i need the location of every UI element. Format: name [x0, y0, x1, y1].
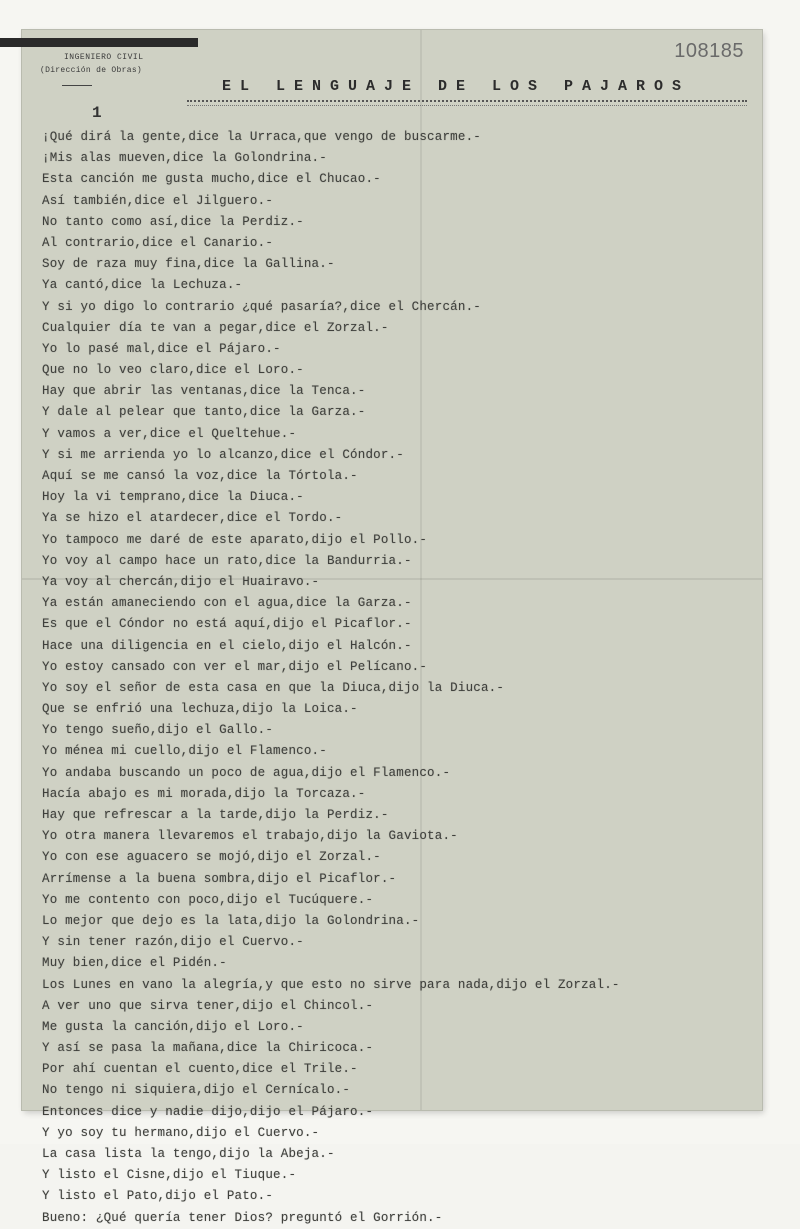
text-line: No tanto como así,dice la Perdiz.- [42, 214, 304, 229]
text-line: Y listo el Pato,dijo el Pato.- [42, 1189, 274, 1204]
letterhead-bar [0, 38, 198, 47]
text-line: Soy de raza muy fina,dice la Gallina.- [42, 257, 335, 272]
text-line: Es que el Cóndor no está aquí,dijo el Picaflor.- [42, 617, 412, 632]
letterhead-sub: (Dirección de Obras) [40, 66, 143, 75]
text-line: Yo voy al campo hace un rato,dice la Bandurria.- [42, 553, 412, 568]
text-line: Yo ménea mi cuello,dijo el Flamenco.- [42, 744, 327, 759]
reference-number: 108185 [674, 40, 744, 62]
document-title: EL LENGUAJE DE LOS PAJAROS [222, 78, 691, 95]
text-line: Cualquier día te van a pegar,dice el Zorzal.- [42, 320, 389, 335]
text-line: Y si yo digo lo contrario ¿qué pasaría?,dice el Chercán.- [42, 299, 481, 314]
text-line: Hay que abrir las ventanas,dice la Tenca.- [42, 384, 366, 399]
text-line: Lo mejor que dejo es la lata,dijo la Golondrina.- [42, 913, 420, 928]
text-line: No tengo ni siquiera,dijo el Cernícalo.- [42, 1083, 351, 1098]
text-line: Y vamos a ver,dice el Queltehue.- [42, 426, 297, 441]
text-line: Yo andaba buscando un poco de agua,dijo el Flamenco.- [42, 765, 451, 780]
text-line: Al contrario,dice el Canario.- [42, 235, 274, 250]
letterhead-rule [62, 85, 92, 86]
text-line: Aquí se me cansó la voz,dice la Tórtola.- [42, 469, 358, 483]
text-line: Hacía abajo es mi morada,dijo la Torcaza.- [42, 786, 366, 801]
text-line: Hay que refrescar a la tarde,dijo la Perdiz.- [42, 808, 389, 822]
text-line: Yo tampoco me daré de este aparato,dijo el Pollo.- [42, 532, 428, 547]
text-line: Y listo el Cisne,dijo el Tiuque.- [42, 1168, 297, 1183]
text-line: Ya están amaneciendo con el agua,dice la Garza.- [42, 596, 412, 611]
text-line: Ya se hizo el atardecer,dice el Tordo.- [42, 511, 343, 526]
text-line: Yo me contento con poco,dijo el Tucúquere.- [42, 892, 374, 907]
text-line: ¡Qué dirá la gente,dice la Urraca,que vengo de buscarme.- [42, 130, 481, 144]
letterhead-org: INGENIERO CIVIL [64, 53, 144, 62]
text-line: ¡Mis alas mueven,dice la Golondrina.- [42, 151, 327, 166]
text-line: Esta canción me gusta mucho,dice el Chucao.- [42, 172, 381, 187]
text-line: Que no lo veo claro,dice el Loro.- [42, 363, 304, 378]
text-line: Ya voy al chercán,dijo el Huairavo.- [42, 574, 320, 589]
text-line: Entonces dice y nadie dijo,dijo el Pájaro.- [42, 1104, 374, 1119]
text-line: La casa lista la tengo,dijo la Abeja.- [42, 1147, 335, 1161]
title-underline [187, 100, 747, 106]
text-line: Yo soy el señor de esta casa en que la Diuca,dijo la Diuca.- [42, 680, 505, 695]
text-line: Yo otra manera llevaremos el trabajo,dijo la Gaviota.- [42, 829, 458, 844]
text-line: Yo lo pasé mal,dice el Pájaro.- [42, 341, 281, 356]
text-line: Y yo soy tu hermano,dijo el Cuervo.- [42, 1125, 320, 1140]
text-line: Y si me arrienda yo lo alcanzo,dice el Cóndor.- [42, 447, 404, 462]
text-line: Y sin tener razón,dijo el Cuervo.- [42, 935, 304, 950]
text-line: Ya cantó,dice la Lechuza.- [42, 278, 243, 293]
text-line: A ver uno que sirva tener,dijo el Chincol.- [42, 998, 374, 1013]
letterhead [22, 38, 222, 86]
text-line: Arrímense a la buena sombra,dijo el Picaflor.- [42, 871, 397, 886]
text-line: Que se enfrió una lechuza,dijo la Loica.- [42, 702, 358, 717]
text-line: Y dale al pelear que tanto,dice la Garza.- [42, 405, 366, 420]
text-line: Los Lunes en vano la alegría,y que esto no sirve para nada,dijo el Zorzal.- [42, 977, 620, 992]
text-line: Hace una diligencia en el cielo,dijo el Halcón.- [42, 638, 412, 653]
text-line: Por ahí cuentan el cuento,dice el Trile.- [42, 1062, 358, 1077]
text-line: Muy bien,dice el Pidén.- [42, 956, 227, 971]
page-number: 1 [92, 104, 102, 122]
text-line: Hoy la vi temprano,dice la Diuca.- [42, 490, 304, 505]
text-line: Y así se pasa la mañana,dice la Chiricoca.- [42, 1041, 374, 1056]
text-line: Yo tengo sueño,dijo el Gallo.- [42, 723, 274, 738]
typed-sheet [22, 30, 762, 1225]
text-line: Yo con ese aguacero se mojó,dijo el Zorzal.- [42, 850, 381, 865]
typed-lines [42, 127, 757, 1229]
text-line: Bueno: ¿Qué quería tener Dios? preguntó el Gorrión.- [42, 1210, 443, 1225]
text-line: Así también,dice el Jilguero.- [42, 193, 274, 208]
text-line: Yo estoy cansado con ver el mar,dijo el Pelícano.- [42, 659, 428, 674]
text-line: Me gusta la canción,dijo el Loro.- [42, 1019, 304, 1034]
